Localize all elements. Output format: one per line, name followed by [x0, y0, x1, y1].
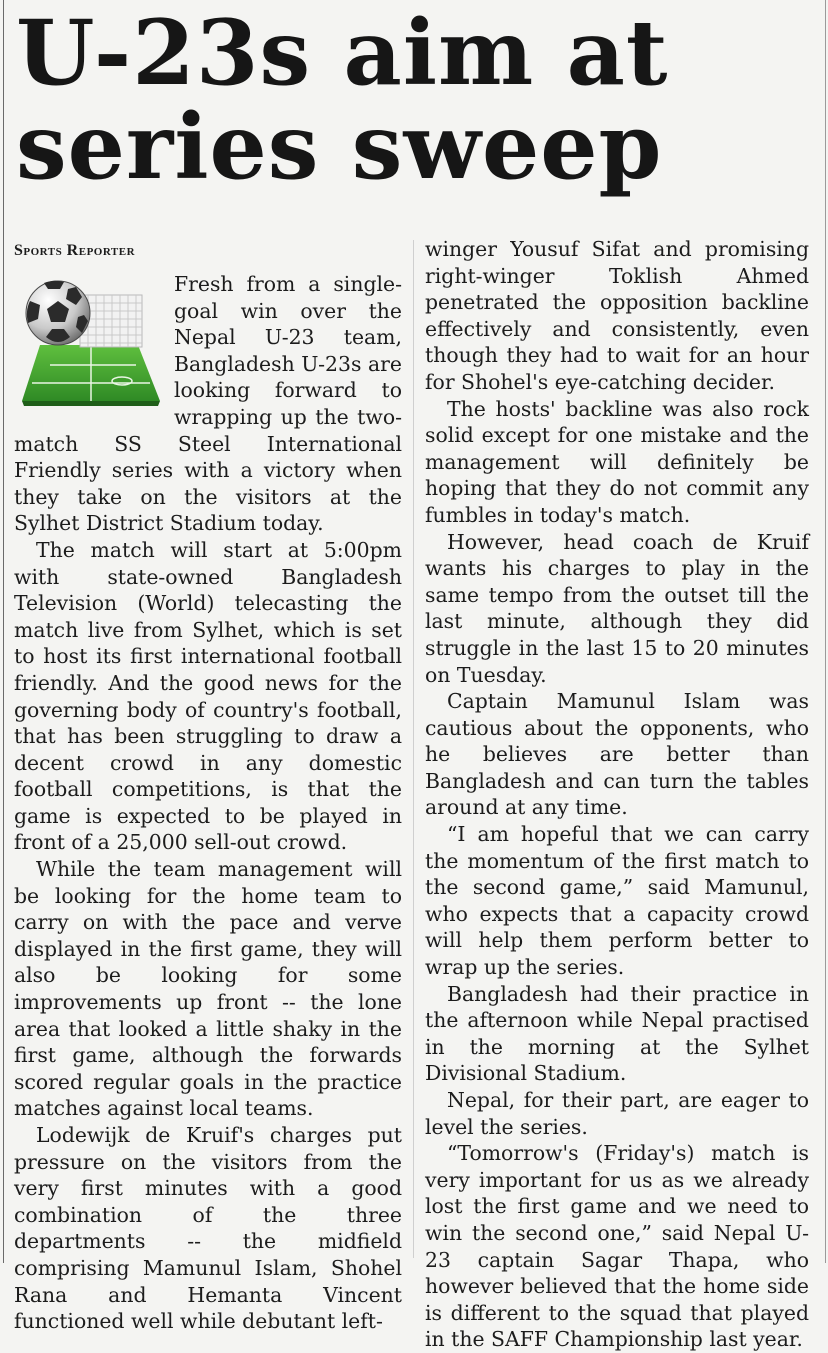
paragraph: While the team management will be looking for the home team to carry on with the pace and verve displayed in the first game, they will also be looking for some improvements up front -- the lone area that looked a little shaky in the first game, although the forwards scored regular goals in the practice matches against local teams. — [14, 857, 402, 1121]
article-column-right — [425, 236, 809, 1352]
paragraph: Nepal, for their part, are eager to level the series. — [425, 1088, 809, 1139]
page-right-rule — [825, 0, 826, 1263]
paragraph: “Tomorrow's (Friday's) match is very important for us as we already lost the first game and we need to win the second one,” said Nepal U-23 captain Sagar Thapa, who however believed that the home side is different to the squad that played in the SAFF Championship last year. — [425, 1141, 809, 1352]
paragraph: Lodewijk de Kruif's charges put pressure on the visitors from the very first minutes with a good combination of the three departments -- the midfield comprising Mamunul Islam, Shohel Rana and Hemanta Vincent functioned well while debutant left- — [14, 1123, 402, 1334]
football-field-icon — [18, 275, 162, 407]
paragraph: Fresh from a single-goal win over the Nepal U-23 team, Bangladesh U-23s are looking forward to wrapping up the two-match SS Steel International Friendly series with a victory when they take on the visitors at the Sylhet District Stadium today. — [14, 272, 402, 536]
column-divider — [413, 240, 414, 1258]
paragraph: winger Yousuf Sifat and promising right-winger Toklish Ahmed penetrated the opposition backline effectively and consistently, even though they had to wait for an hour for Shohel's eye-catching decider. — [425, 237, 809, 394]
article-column-left — [14, 236, 402, 1334]
page-left-rule — [3, 0, 4, 1263]
paragraph: Captain Mamunul Islam was cautious about the opponents, who he believes are better than Bangladesh and can turn the tables around at any time. — [425, 689, 809, 820]
paragraph: The hosts' backline was also rock solid except for one mistake and the management will definitely be hoping that they do not commit any fumbles in today's match. — [425, 396, 809, 527]
paragraph: Bangladesh had their practice in the afternoon while Nepal practised in the morning at the Sylhet Divisional Stadium. — [425, 981, 809, 1086]
paragraph: “I am hopeful that we can carry the momentum of the first match to the second game,” said Mamunul, who expects that a capacity crowd will help them perform better to wrap up the series. — [425, 822, 809, 980]
paragraph: The match will start at 5:00pm with state-owned Bangladesh Television (World) telecasting the match live from Sylhet, which is set to host its first international football friendly. And the good news for the governing body of country's football, that has been struggling to draw a decent crowd in any domestic football competitions, is that the game is expected to be played in front of a 25,000 sell-out crowd. — [14, 537, 402, 855]
paragraph: However, head coach de Kruif wants his charges to play in the same tempo from the outset till the last minute, although they did struggle in the last 15 to 20 minutes on Tuesday. — [425, 529, 809, 687]
headline: U-23s aim at series sweep — [16, 0, 669, 200]
byline: Sports Reporter — [14, 242, 136, 259]
